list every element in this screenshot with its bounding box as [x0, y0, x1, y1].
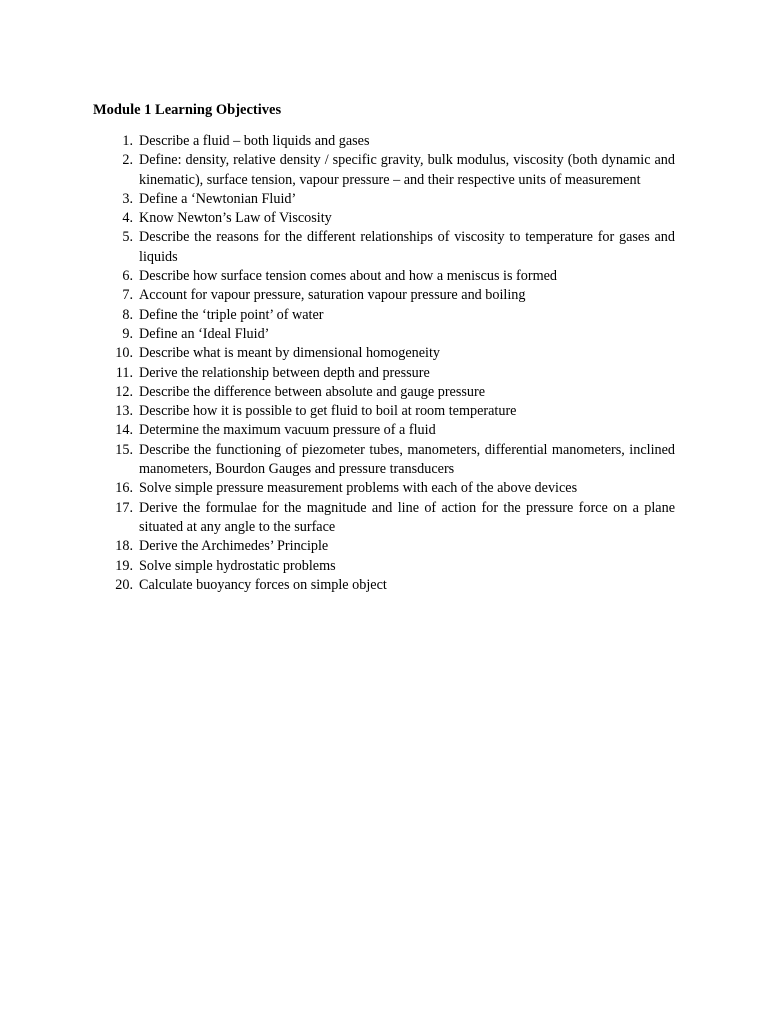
- item-number-text: 9.: [122, 325, 133, 342]
- item-text: Account for vapour pressure, saturation vapour pressure and boiling: [139, 287, 526, 304]
- item-number-text: 14.: [115, 422, 133, 439]
- item-text: Describe how it is possible to get fluid to boil at room temperature: [139, 403, 517, 420]
- list-item: [93, 537, 675, 556]
- item-number: [93, 576, 139, 595]
- list-item: [93, 402, 675, 421]
- item-text: Describe the reasons for the different relationships of viscosity to temperature for gases and liquids: [139, 229, 675, 265]
- item-number: [93, 499, 139, 538]
- item-text: Determine the maximum vacuum pressure of a fluid: [139, 422, 436, 439]
- item-text: Derive the formulae for the magnitude and line of action for the pressure force on a plane situated at any angle to the surface: [139, 499, 675, 535]
- item-number: [93, 557, 139, 576]
- list-item: [93, 286, 675, 305]
- list-item: [93, 267, 675, 286]
- item-number-text: 1.: [122, 133, 133, 149]
- item-number-text: 18.: [115, 538, 133, 555]
- item-text: Calculate buoyancy forces on simple object: [139, 576, 387, 593]
- list-item: [93, 499, 675, 538]
- list-item: [93, 132, 675, 151]
- item-text: Describe what is meant by dimensional homogeneity: [139, 345, 441, 362]
- objectives-list: [93, 132, 675, 595]
- item-text: Describe a fluid – both liquids and gases: [139, 133, 370, 149]
- item-number-text: 10.: [115, 345, 133, 362]
- list-item: [93, 557, 675, 576]
- item-text: Know Newton’s Law of Viscosity: [139, 210, 332, 227]
- item-text: Define a ‘Newtonian Fluid’: [139, 190, 297, 207]
- item-number: [93, 190, 139, 209]
- item-number-text: 4.: [122, 210, 133, 227]
- document-title: Module 1 Learning Objectives: [93, 102, 282, 118]
- item-number-text: 3.: [122, 190, 133, 207]
- list-item: [93, 441, 675, 480]
- item-number: [93, 306, 139, 325]
- list-item: [93, 576, 675, 595]
- item-number: [93, 479, 139, 498]
- list-item: [93, 325, 675, 344]
- item-number-text: 7.: [122, 287, 133, 304]
- item-number: [93, 286, 139, 305]
- list-item: [93, 306, 675, 325]
- item-number: [93, 151, 139, 190]
- list-item: [93, 190, 675, 209]
- item-number: [93, 402, 139, 421]
- item-number: [93, 364, 139, 383]
- list-item: [93, 151, 675, 190]
- list-item: [93, 364, 675, 383]
- item-number: [93, 344, 139, 363]
- item-number-text: 6.: [122, 268, 133, 285]
- item-number: [93, 441, 139, 480]
- item-number-text: 5.: [122, 229, 133, 246]
- item-number: [93, 421, 139, 440]
- item-number: [93, 132, 139, 151]
- item-text: Define an ‘Ideal Fluid’: [139, 325, 270, 342]
- list-item: [93, 209, 675, 228]
- item-number-text: 11.: [115, 364, 133, 381]
- item-number: [93, 325, 139, 344]
- item-number-text: 2.: [122, 152, 133, 169]
- item-text: Describe how surface tension comes about and how a meniscus is formed: [139, 268, 558, 285]
- item-number: [93, 537, 139, 556]
- item-number-text: 20.: [115, 576, 133, 593]
- item-text: Solve simple pressure measurement problems with each of the above devices: [139, 480, 578, 497]
- list-item: [93, 421, 675, 440]
- item-number-text: 19.: [115, 557, 133, 574]
- item-text: Describe the functioning of piezometer tubes, manometers, differential manometers, inclined manometers, Bourdon Gauges and pressure transducers: [139, 441, 675, 478]
- item-number-text: 15.: [115, 441, 133, 458]
- item-text: Derive the relationship between depth and pressure: [139, 364, 430, 381]
- item-text: Define the ‘triple point’ of water: [139, 306, 324, 323]
- item-text: Define: density, relative density / specific gravity, bulk modulus, viscosity (both dynamic and kinematic), surface tension, vapour pressure – and their respective units of measurement: [139, 152, 675, 188]
- list-item: [93, 383, 675, 402]
- item-number-text: 13.: [115, 403, 133, 420]
- item-number: [93, 228, 139, 267]
- item-number: [93, 209, 139, 228]
- item-number-text: 12.: [115, 383, 133, 400]
- item-number-text: 8.: [122, 306, 133, 323]
- item-number-text: 16.: [115, 480, 133, 497]
- item-text: Describe the difference between absolute and gauge pressure: [139, 383, 485, 400]
- list-item: [93, 228, 675, 267]
- item-text: Solve simple hydrostatic problems: [139, 557, 336, 574]
- item-text: Derive the Archimedes’ Principle: [139, 538, 329, 555]
- list-item: [93, 479, 675, 498]
- item-number: [93, 383, 139, 402]
- list-item: [93, 344, 675, 363]
- item-number: [93, 267, 139, 286]
- item-number-text: 17.: [115, 499, 133, 516]
